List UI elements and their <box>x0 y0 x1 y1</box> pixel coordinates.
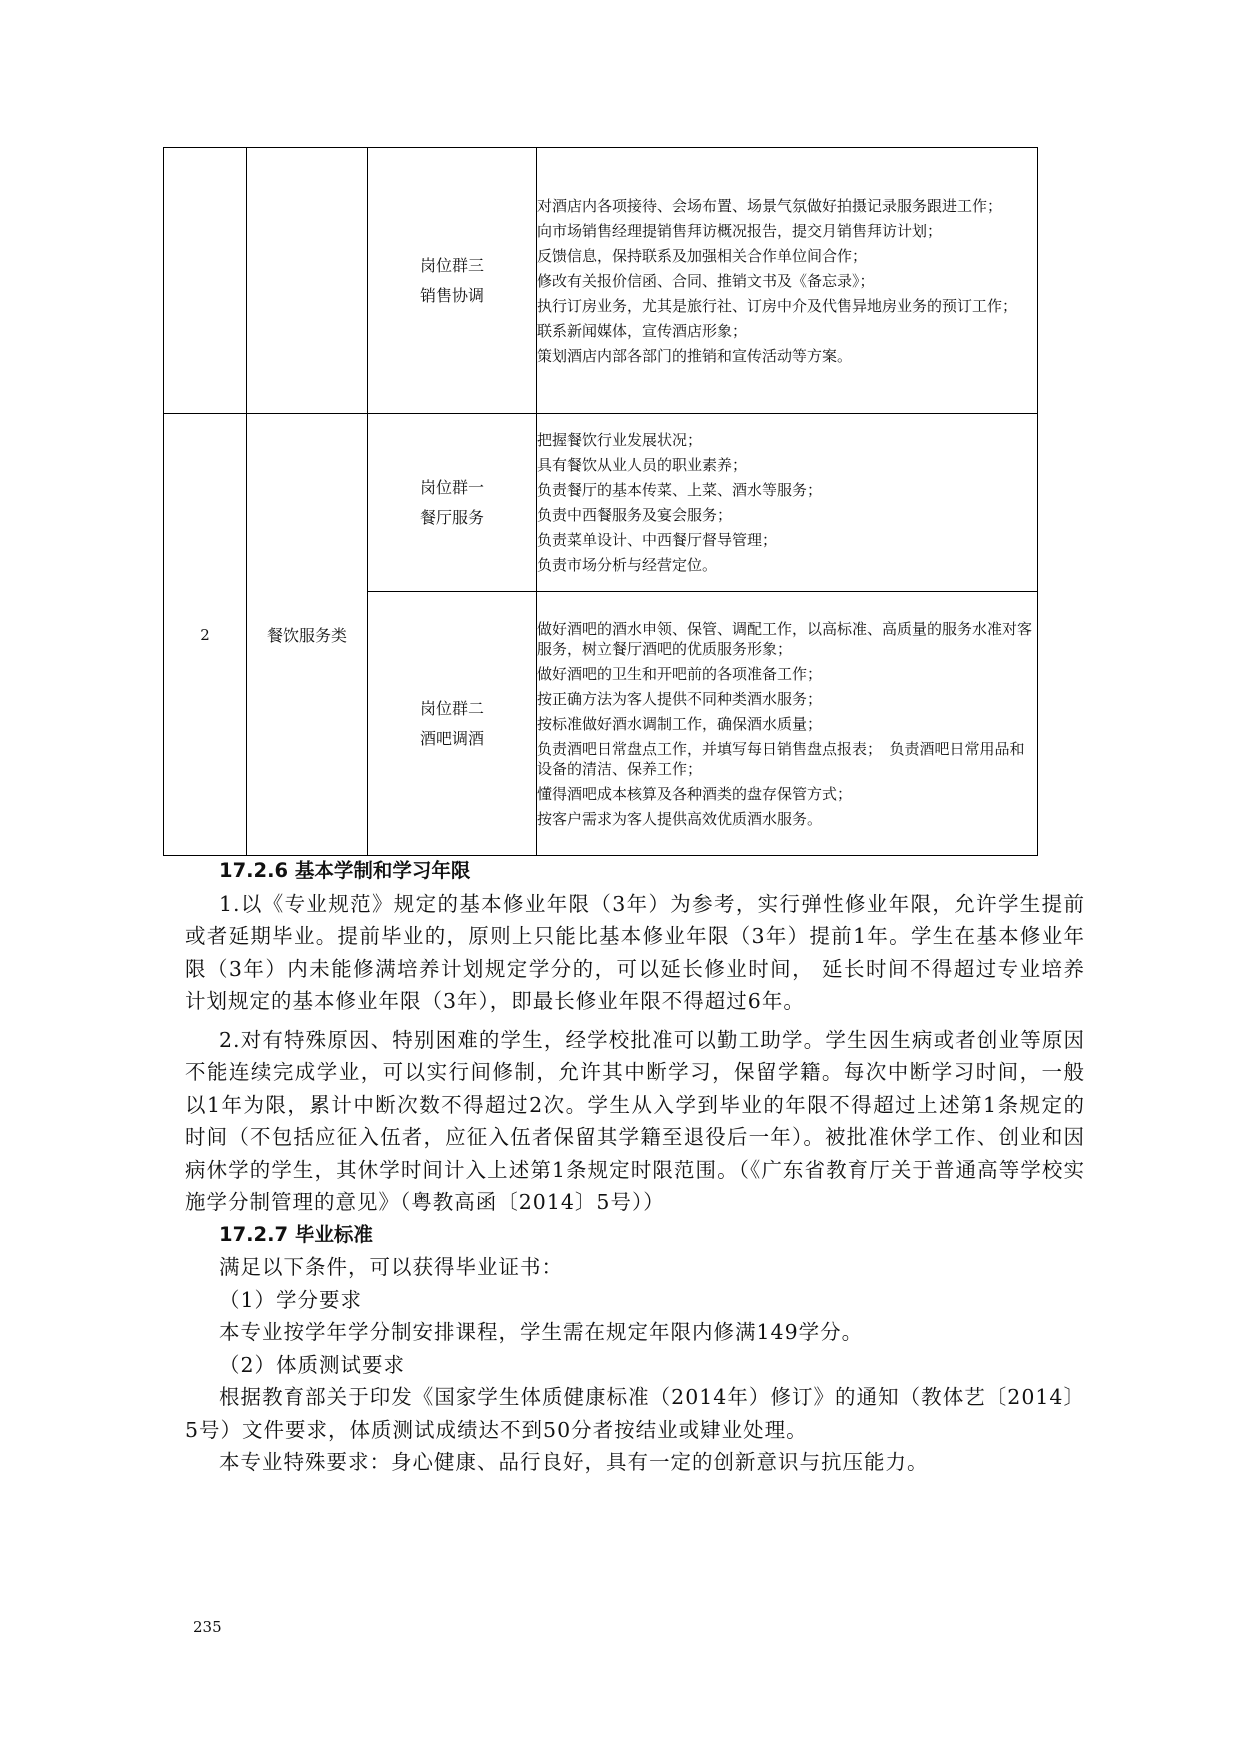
duty-item: 负责餐厅的基本传菜、上菜、酒水等服务； <box>537 481 823 499</box>
job-group-cell <box>368 414 537 592</box>
duty-item: 对酒店内各项接待、会场布置、场景气氛做好拍摄记录服务跟进工作； <box>537 196 1003 215</box>
section-heading: 17.2.6 基本学制和学习年限 <box>219 859 471 882</box>
category-cell <box>247 148 368 414</box>
job-group-role: 销售协调 <box>419 285 484 305</box>
duty-item: 负责市场分析与经营定位。 <box>537 556 718 574</box>
job-group-role: 餐厅服务 <box>419 507 484 527</box>
category-cell: 餐饮服务类 <box>247 414 368 856</box>
page-number: 235 <box>193 1618 222 1636</box>
paragraph: 2.对有特殊原因、特别困难的学生，经学校批准可以勤工助学。学生因生病或者创业等原因不能连续完成学业，可以实行间修制，允许其中断学习，保留学籍。每次中断学习时间，一般以1年为限，累计中断次数不得超过2次。学生从入学到毕业的年限不得超过上述第1条规定的时间（不包括应征入伍者，应征入伍者保留其学籍至退役后一年）。被批准休学工作、创业和因病休学的学生，其休学时间计入上述第1条规定时限范围。（《广东省教育厅关于普通高等学校实施学分制管理的意见》（粤教高函〔2014〕5号）） <box>185 1027 1085 1214</box>
job-group-role: 酒吧调酒 <box>419 728 484 748</box>
section-heading: 17.2.7 毕业标准 <box>219 1222 373 1246</box>
duty-list-cell <box>537 592 1038 856</box>
duty-item: 向市场销售经理提销售拜访概况报告，提交月销售拜访计划； <box>537 221 943 240</box>
duty-item: 按客户需求为客人提供高效优质酒水服务。 <box>537 809 823 828</box>
document-body <box>185 855 1085 1479</box>
duty-list-cell <box>537 414 1038 592</box>
paragraph: 根据教育部关于印发《国家学生体质健康标准（2014年）修订》的通知（教体艺〔2014〕5号）文件要求，体质测试成绩达不到50分者按结业或肄业处理。 <box>185 1385 1085 1442</box>
job-group-cell <box>368 148 537 414</box>
duty-item: 具有餐饮从业人员的职业素养； <box>537 456 748 474</box>
duty-item: 负责中西餐服务及宴会服务； <box>537 506 733 524</box>
subheading: （1）学分要求 <box>219 1287 363 1312</box>
duty-item: 按正确方法为客人提供不同种类酒水服务； <box>537 689 823 708</box>
job-group-cell <box>368 592 537 856</box>
row-number-cell: 2 <box>164 414 247 856</box>
duty-item: 联系新闻媒体，宣传酒店形象； <box>537 321 748 340</box>
duty-item: 负责酒吧日常盘点工作，并填写每日销售盘点报表； 负责酒吧日常用品和设备的清洁、保养工作； <box>537 739 1025 778</box>
paragraph: 满足以下条件，可以获得毕业证书： <box>219 1255 563 1279</box>
paragraph: 本专业特殊要求：身心健康、品行良好，具有一定的创新意识与抗压能力。 <box>219 1450 929 1474</box>
duty-item: 策划酒店内部各部门的推销和宣传活动等方案。 <box>537 346 853 365</box>
duty-item: 做好酒吧的卫生和开吧前的各项准备工作； <box>537 664 823 683</box>
duty-item: 做好酒吧的酒水申领、保管、调配工作，以高标准、高质量的服务水准对客服务，树立餐厅酒吧的优质服务形象； <box>537 619 1033 658</box>
duty-item: 负责菜单设计、中西餐厅督导管理； <box>537 531 778 549</box>
duty-item: 懂得酒吧成本核算及各种酒类的盘存保管方式； <box>537 784 853 803</box>
duty-item: 把握餐饮行业发展状况； <box>537 431 703 449</box>
table-row <box>164 148 1038 414</box>
job-duty-table <box>163 147 1038 856</box>
paragraph: 本专业按学年学分制安排课程，学生需在规定年限内修满149学分。 <box>219 1320 864 1344</box>
job-group-name: 岗位群三 <box>419 255 484 275</box>
job-group-name: 岗位群二 <box>419 698 484 718</box>
duty-item: 反馈信息，保持联系及加强相关合作单位间合作； <box>537 246 868 265</box>
job-group-name: 岗位群一 <box>419 477 484 497</box>
subheading: （2）体质测试要求 <box>219 1352 406 1377</box>
table-row <box>164 414 1038 592</box>
duty-item: 按标准做好酒水调制工作，确保酒水质量； <box>537 714 823 733</box>
paragraph: 1.以《专业规范》规定的基本修业年限（3年）为参考，实行弹性修业年限，允许学生提前或者延期毕业。提前毕业的，原则上只能比基本修业年限（3年）提前1年。学生在基本修业年限（3年）内未能修满培养计划规定学分的，可以延长修业时间， 延长时间不得超过专业培养计划规定的基本修业年限（3年），即最长修业年限不得超过6年。 <box>185 891 1085 1013</box>
row-number-cell <box>164 148 247 414</box>
duty-item: 修改有关报价信函、合同、推销文书及《备忘录》； <box>537 271 875 290</box>
duty-item: 执行订房业务，尤其是旅行社、订房中介及代售异地房业务的预订工作； <box>537 296 1018 315</box>
duty-list-cell <box>537 148 1038 414</box>
